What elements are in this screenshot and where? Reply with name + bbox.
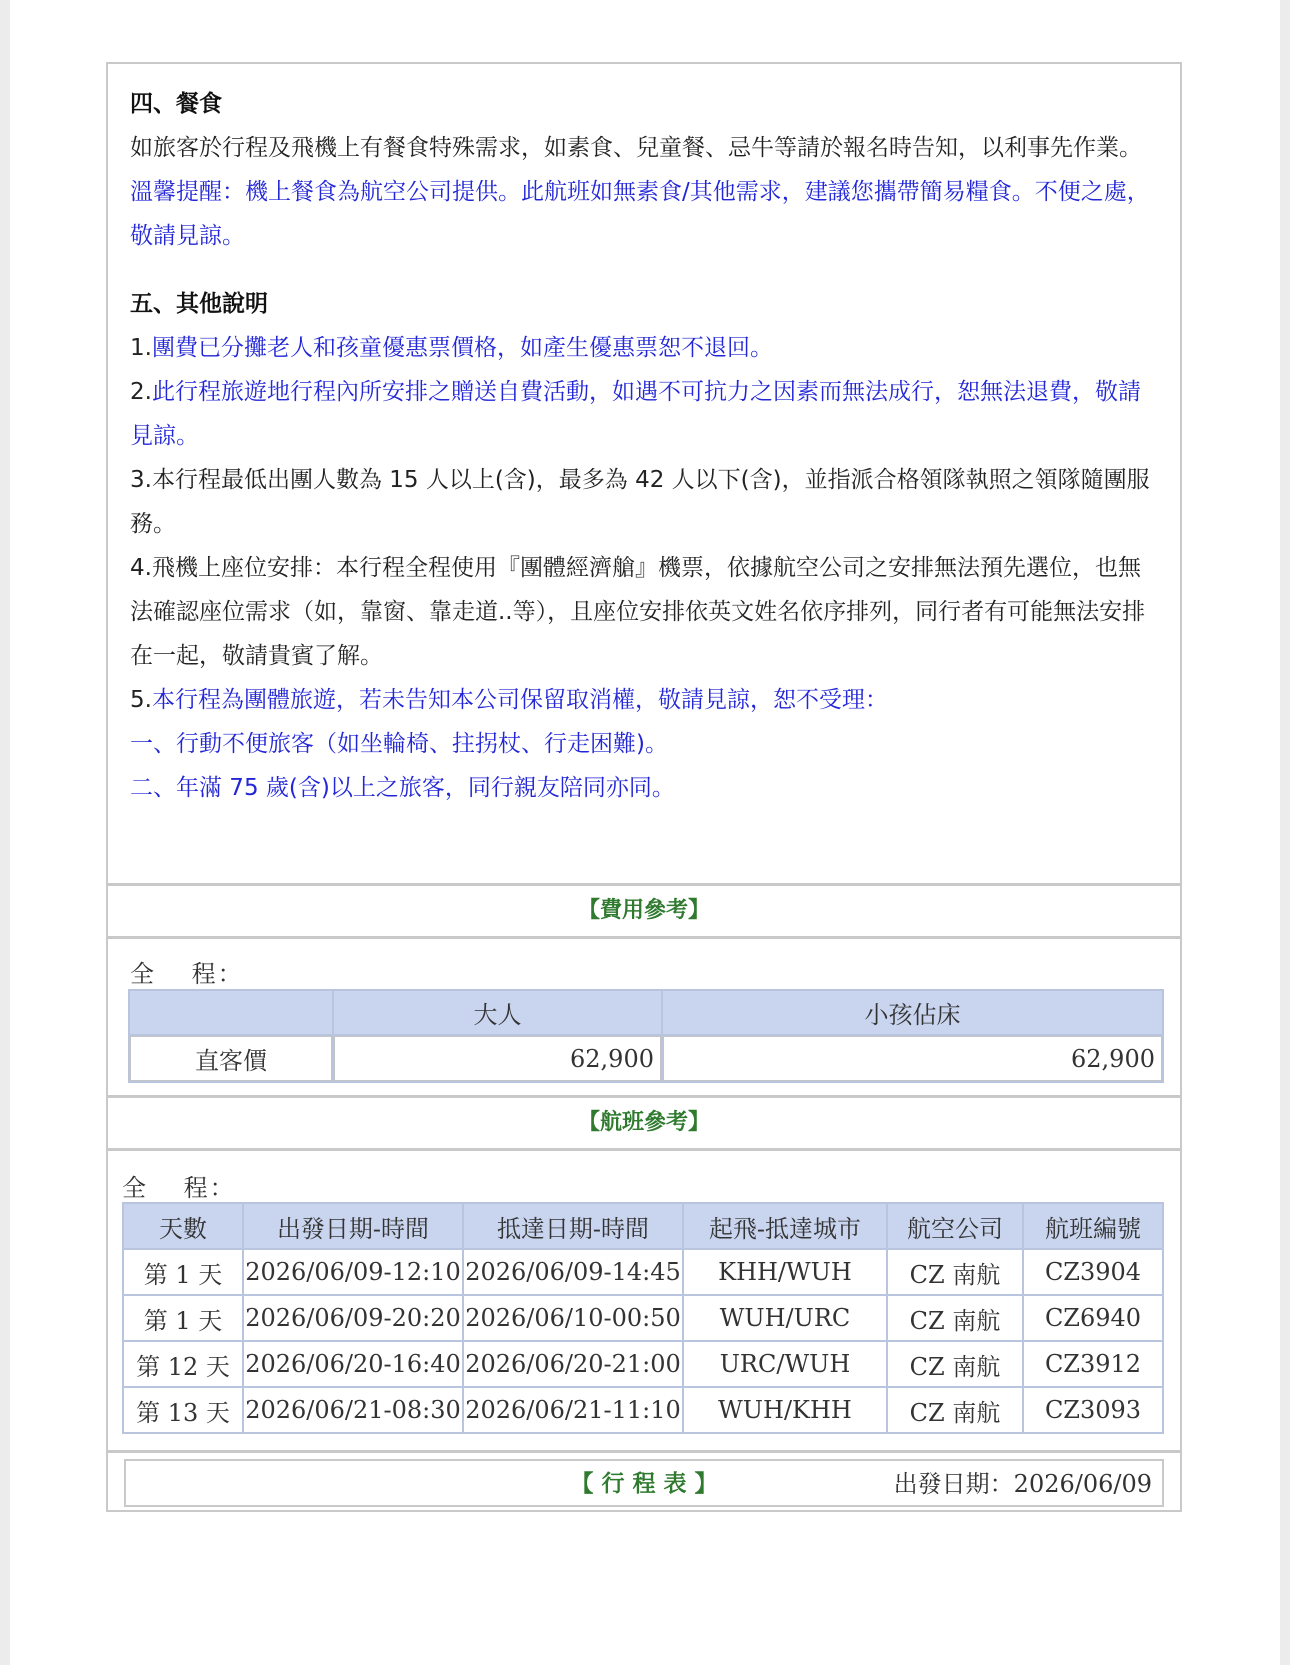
flight-arrive: 2026/06/10-00:50 xyxy=(464,1296,682,1340)
flights-label: 全 程： xyxy=(122,1174,236,1202)
notes-section xyxy=(130,82,1160,810)
table-row xyxy=(124,1296,1162,1340)
divider xyxy=(106,936,1182,939)
flight-header-number: 航班編號 xyxy=(1024,1204,1162,1248)
flight-header-day: 天數 xyxy=(124,1204,242,1248)
other-item-4: 4.飛機上座位安排：本行程全程使用『團體經濟艙』機票，依據航空公司之安排無法預先選位，也無法確認座位需求（如，靠窗、靠走道..等），且座位安排依英文姓名依序排列，同行者有可能無法安排在一起，敬請貴賓了解。 xyxy=(130,555,1146,669)
flight-depart: 2026/06/20-16:40 xyxy=(244,1342,462,1386)
meal-text: 如旅客於行程及飛機上有餐食特殊需求，如素食、兒童餐、忌牛等請於報名時告知，以利事先作業。 xyxy=(130,135,1142,161)
itinerary-document xyxy=(106,62,1182,1512)
flight-number: CZ3904 xyxy=(1024,1250,1162,1294)
price-table xyxy=(128,989,1164,1083)
price-row xyxy=(130,1036,1162,1081)
flight-header-row xyxy=(124,1204,1162,1248)
flight-depart: 2026/06/21-08:30 xyxy=(244,1388,462,1432)
other-item-5b: 二、年滿 75 歲(含)以上之旅客，同行親友陪同亦同。 xyxy=(130,775,675,801)
flight-route: WUH/KHH xyxy=(684,1388,886,1432)
price-header-row xyxy=(130,991,1162,1034)
other-item-3: 3.本行程最低出團人數為 15 人以上(含)，最多為 42 人以下(含)，並指派合格領隊執照之領隊隨團服務。 xyxy=(130,467,1150,537)
flight-day: 第 1 天 xyxy=(124,1296,242,1340)
itinerary-bar xyxy=(124,1459,1164,1507)
fees-title: 【費用參考】 xyxy=(577,898,710,923)
fees-label: 全 程： xyxy=(130,960,244,988)
price-header-blank xyxy=(130,991,332,1034)
flight-day: 第 13 天 xyxy=(124,1388,242,1432)
other-item-1: 1.團費已分攤老人和孩童優惠票價格，如產生優惠票恕不退回。 xyxy=(130,335,773,361)
price-row-label: 直客價 xyxy=(130,1036,332,1081)
flight-header-depart: 出發日期-時間 xyxy=(244,1204,462,1248)
flight-number: CZ3912 xyxy=(1024,1342,1162,1386)
table-row xyxy=(124,1342,1162,1386)
flight-route: KHH/WUH xyxy=(684,1250,886,1294)
table-row xyxy=(124,1388,1162,1432)
flight-header-route: 起飛-抵達城市 xyxy=(684,1204,886,1248)
flight-airline: CZ 南航 xyxy=(888,1342,1022,1386)
page-edge-left xyxy=(0,0,10,1665)
flight-depart: 2026/06/09-12:10 xyxy=(244,1250,462,1294)
flight-route: URC/WUH xyxy=(684,1342,886,1386)
flights-title: 【航班參考】 xyxy=(577,1110,710,1135)
flight-route: WUH/URC xyxy=(684,1296,886,1340)
price-header-child: 小孩佔床 xyxy=(663,991,1162,1034)
meal-heading: 四、餐食 xyxy=(130,91,222,117)
other-item-5a: 一、行動不便旅客（如坐輪椅、拄拐杖、行走困難)。 xyxy=(130,731,668,757)
other-item-2: 2.此行程旅遊地行程內所安排之贈送自費活動，如遇不可抗力之因素而無法成行，恕無法退費，敬請見諒。 xyxy=(130,379,1141,449)
table-row xyxy=(124,1250,1162,1294)
flight-airline: CZ 南航 xyxy=(888,1250,1022,1294)
flight-table xyxy=(122,1202,1164,1434)
page-edge-right xyxy=(1280,0,1290,1665)
price-header-adult: 大人 xyxy=(334,991,661,1034)
price-child: 62,900 xyxy=(663,1036,1162,1081)
flight-header-arrive: 抵達日期-時間 xyxy=(464,1204,682,1248)
price-adult: 62,900 xyxy=(334,1036,661,1081)
flight-day: 第 1 天 xyxy=(124,1250,242,1294)
flight-airline: CZ 南航 xyxy=(888,1388,1022,1432)
other-heading: 五、其他說明 xyxy=(130,291,268,317)
flight-header-airline: 航空公司 xyxy=(888,1204,1022,1248)
flight-depart: 2026/06/09-20:20 xyxy=(244,1296,462,1340)
flight-number: CZ3093 xyxy=(1024,1388,1162,1432)
meal-reminder: 溫馨提醒：機上餐食為航空公司提供。此航班如無素食/其他需求，建議您攜帶簡易糧食。不便之處，敬請見諒。 xyxy=(130,179,1150,249)
flight-arrive: 2026/06/20-21:00 xyxy=(464,1342,682,1386)
flight-airline: CZ 南航 xyxy=(888,1296,1022,1340)
flight-arrive: 2026/06/21-11:10 xyxy=(464,1388,682,1432)
itinerary-title: 【 行 程 表 】 xyxy=(570,1471,718,1497)
flight-arrive: 2026/06/09-14:45 xyxy=(464,1250,682,1294)
other-item-5: 5.本行程為團體旅遊，若未告知本公司保留取消權，敬請見諒，恕不受理： xyxy=(130,687,888,713)
flight-day: 第 12 天 xyxy=(124,1342,242,1386)
departure-date: 出發日期：2026/06/09 xyxy=(893,1470,1152,1498)
divider xyxy=(106,1148,1182,1151)
flight-number: CZ6940 xyxy=(1024,1296,1162,1340)
divider xyxy=(106,1450,1182,1453)
